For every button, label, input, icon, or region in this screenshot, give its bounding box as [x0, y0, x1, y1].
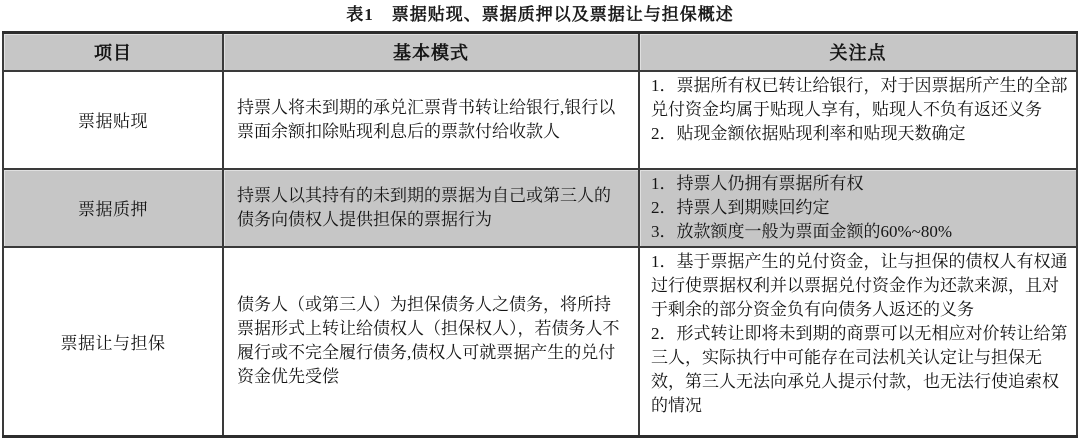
table-row-bill-transfer-guarantee: [3, 247, 1077, 437]
column-header-focus-points: 关注点: [639, 33, 1077, 71]
row-label-bill-pledge: 票据质押: [3, 169, 223, 247]
focus-point: 2．形式转让即将未到期的商票可以无相应对价转让给第三人，实际执行中可能存在司法机关认定让与担保无效，第三人无法向承兑人提示付款，也无法行使追索权的情况: [651, 323, 1068, 415]
focus-points-bill-discounting: [639, 71, 1077, 169]
focus-point: 2．持票人到期赎回约定: [651, 197, 830, 217]
focus-point: 2．贴现金额依据贴现利率和贴现天数确定: [651, 123, 966, 143]
focus-points-bill-pledge: [639, 169, 1077, 247]
focus-point: 1．基于票据产生的兑付资金，让与担保的债权人有权通过行使票据权利并以票据兑付资金作为还款来源，且对于剩余的部分资金负有向债务人返还的义务: [651, 251, 1068, 319]
focus-points-bill-transfer-guarantee: [639, 247, 1077, 437]
basic-model-bill-pledge: 持票人以其持有的未到期的票据为自己或第三人的债务向债权人提供担保的票据行为: [223, 169, 639, 247]
table-title: 表1 票据贴现、票据质押以及票据让与担保概述: [346, 5, 734, 24]
table-header-row: [3, 33, 1077, 71]
bill-overview-table: [2, 31, 1078, 438]
table-row-bill-discounting: [3, 71, 1077, 169]
column-header-basic-model: 基本模式: [223, 33, 639, 71]
table-row-bill-pledge: [3, 169, 1077, 247]
row-label-bill-transfer-guarantee: 票据让与担保: [3, 247, 223, 437]
row-label-bill-discounting: 票据贴现: [3, 71, 223, 169]
basic-model-bill-transfer-guarantee: 债务人（或第三人）为担保债务人之债务，将所持票据形式上转让给债权人（担保权人），若债务人不履行或不完全履行债务,债权人可就票据产生的兑付资金优先受偿: [223, 247, 639, 437]
focus-point: 1．票据所有权已转让给银行，对于因票据所产生的全部兑付资金均属于贴现人享有，贴现人不负有返还义务: [651, 75, 1068, 119]
focus-point: 1．持票人仍拥有票据所有权: [651, 173, 864, 193]
column-header-item: 项目: [3, 33, 223, 71]
focus-point: 3．放款额度一般为票面金额的60%~80%: [651, 221, 953, 241]
basic-model-bill-discounting: 持票人将未到期的承兑汇票背书转让给银行,银行以票面余额扣除贴现利息后的票款付给收款人: [223, 71, 639, 169]
